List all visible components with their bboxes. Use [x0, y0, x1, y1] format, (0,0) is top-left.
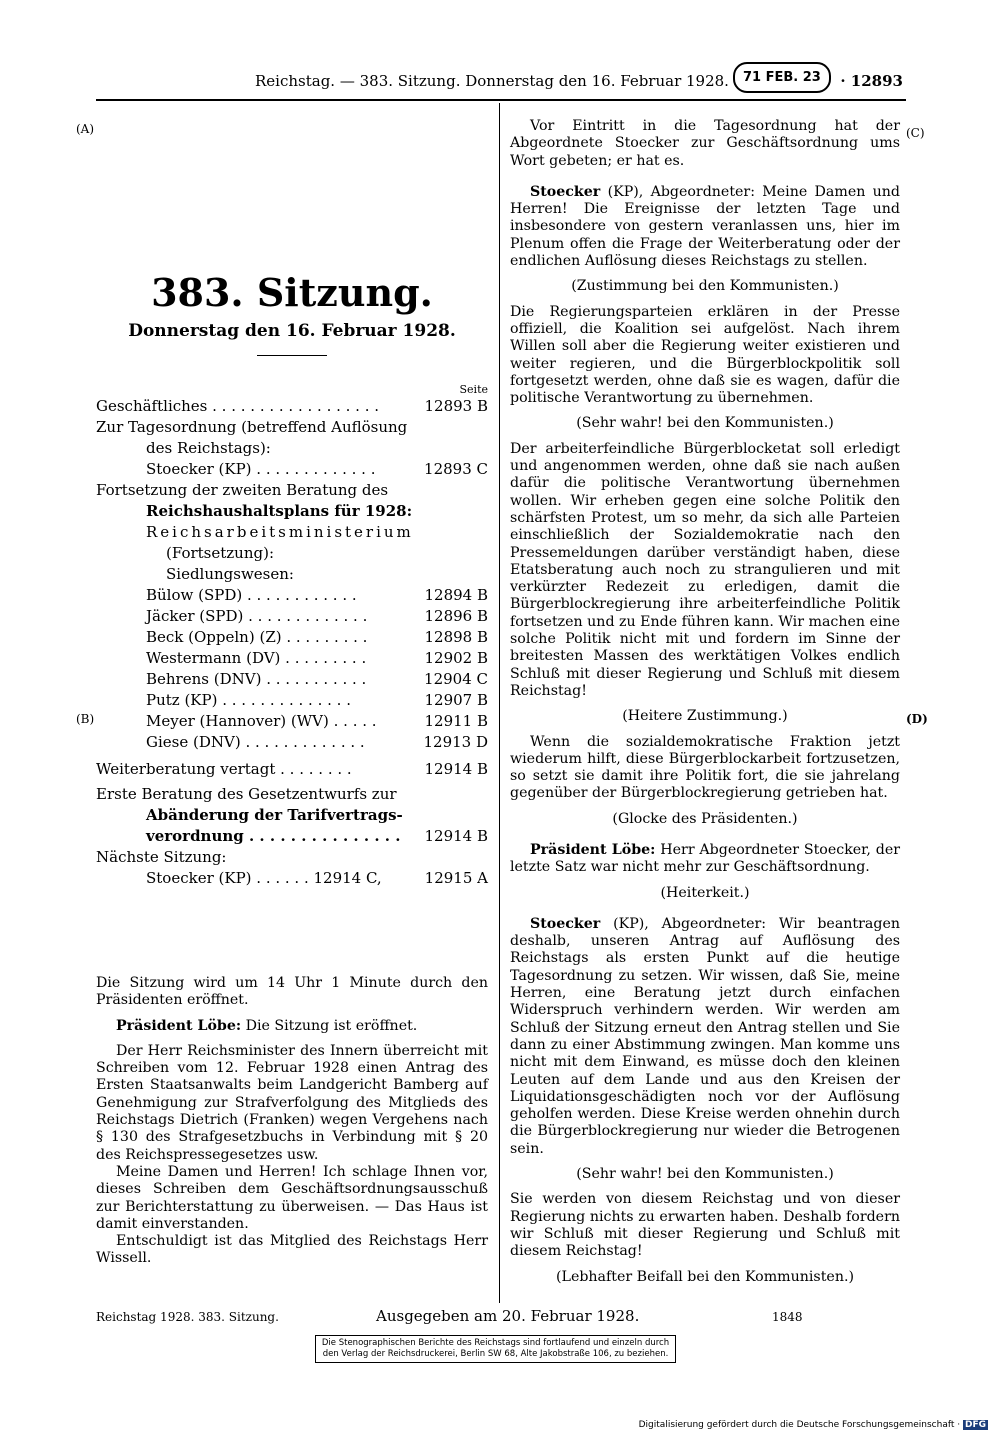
distribution-notice: Die Stenographischen Berichte des Reichstags sind fortlaufend und einzeln durch den Verlag der Reichsdruckerei, Berlin SW 68, Alte Jakobstraße 106, zu beziehen. [315, 1335, 676, 1363]
toc-row: Stoecker (KP) . . . . . . 12914 C, 12915 A [146, 869, 488, 887]
left-column-header [96, 270, 488, 356]
paragraph: Der Herr Reichsminister des Innern überreicht mit Schreiben vom 12. Februar 1928 einen Antrag des Ersten Staatsanwalts beim Landgericht Bamberg auf Genehmigung zur Strafverfolgung des Mitglieds des Reichstags Dietrich (Franken) wegen Vergehens nach § 130 des Strafgesetzbuchs in Verbindung mit § 20 des Reichspressegesetzes usw. [96, 1042, 488, 1163]
margin-c: (C) [906, 126, 925, 140]
seite-label: Seite [459, 383, 488, 396]
toc-row: Abänderung der Tarifvertrags- [146, 806, 403, 824]
paragraph: Der arbeiterfeindliche Bürgerblocketat soll erledigt und angenommen werden, ohne daß sie nach außen dafür die politische Verantwortung übernehmen wollen. Wir erheben gegen eine solche Politik den schärfsten Protest, um so mehr, da sich alle Parteien einschließlich der Sozialdemokratie nach den Pressemeldungen darüber verständigt haben, diese Etatsberatung auch noch zu strangulieren und mit verkürzter Redezeit zu erledigen, damit die Bürgerblockregierung ihre arbeiterfeindliche Politik fortsetzen und zu Ende führen kann. Wir machen eine solche Politik nicht mit und fordern im Sinne der breitesten Massen des werktätigen Volkes endlich Schluß mit dieser Regierung und Schluß mit diesem Reichstag! [510, 440, 901, 699]
margin-b: (B) [76, 712, 95, 726]
interjection: (Heitere Zustimmung.) [622, 708, 788, 725]
dfg-credit [639, 1420, 988, 1430]
toc-row: Giese (DNV) . . . . . . . . . . . . . 12913 D [146, 733, 488, 751]
column-divider [499, 103, 500, 1303]
interjection: (Heiterkeit.) [660, 884, 750, 901]
title-divider [257, 355, 327, 356]
paragraph: Stoecker (KP), Abgeordneter: Meine Damen und Herren! Die Ereignisse der letzten Tage und insbesondere von gestern veranlassen uns, hier im Plenum offen die Frage der Weiterberatung oder der endlichen Auflösung dieses Reichstags zu stellen. [510, 183, 901, 270]
footer-number: 1848 [772, 1310, 803, 1324]
toc-row: Reichshaushaltsplans für 1928: [146, 502, 413, 520]
toc-row: Westermann (DV) . . . . . . . . . 12902 B [146, 649, 488, 667]
toc-row: Bülow (SPD) . . . . . . . . . . . . 12894 B [146, 586, 488, 604]
margin-a: (A) [76, 122, 95, 136]
paragraph: Präsident Löbe: Die Sitzung ist eröffnet. [116, 1017, 418, 1034]
toc-row: verordnung . . . . . . . . . . . . . . . 12914 B [146, 827, 488, 845]
toc-row: Siedlungswesen: [166, 565, 294, 583]
page-number: · 12893 [840, 72, 903, 90]
paragraph: Die Sitzung wird um 14 Uhr 1 Minute durch den Präsidenten eröffnet. [96, 975, 488, 1009]
header-rule [96, 99, 906, 101]
interjection: (Sehr wahr! bei den Kommunisten.) [576, 415, 834, 432]
toc-row: Reichsarbeitsministerium [146, 523, 414, 541]
table-of-contents [96, 384, 488, 889]
dfg-logo: DFG [964, 1420, 986, 1430]
toc-row: Meyer (Hannover) (WV) . . . . . 12911 B [146, 712, 488, 730]
toc-row: Behrens (DNV) . . . . . . . . . . . 12904 C [146, 670, 488, 688]
footer-center: Ausgegeben am 20. Februar 1928. [376, 1307, 640, 1325]
toc-row: Jäcker (SPD) . . . . . . . . . . . . . 12896 B [146, 607, 488, 625]
header-text: Reichstag. — 383. Sitzung. Donnerstag den 16. Februar 1928. [255, 72, 729, 90]
right-body [510, 118, 900, 1286]
paragraph: Entschuldigt ist das Mitglied des Reichstags Herr Wissell. [96, 1233, 488, 1267]
session-date: Donnerstag den 16. Februar 1928. [128, 321, 456, 341]
toc-row: (Fortsetzung): [166, 544, 275, 562]
paragraph: Die Regierungsparteien erklären in der Presse offiziell, die Koalition sei aufgelöst. Nach ihrem Willen soll aber die Regierung weiter existieren und weiter regieren, und die Bürgerblockpolitik soll fortgesetzt werden, ohne daß sie es wagen, dafür die politische Verantwortung zu übernehmen. [510, 303, 900, 407]
margin-d: (D) [906, 712, 928, 726]
date-stamp: 71 FEB. 23 [733, 62, 831, 93]
interjection: (Sehr wahr! bei den Kommunisten.) [576, 1166, 834, 1183]
toc-row: Zur Tagesordnung (betreffend Auflösung [96, 418, 408, 436]
toc-row: Fortsetzung der zweiten Beratung des [96, 481, 389, 499]
interjection: (Glocke des Präsidenten.) [612, 810, 798, 827]
session-title: 383. Sitzung. [151, 270, 433, 315]
running-header [255, 72, 903, 90]
toc-row: Erste Beratung des Gesetzentwurfs zur [96, 785, 397, 803]
paragraph: Sie werden von diesem Reichstag und von dieser Regierung nichts zu erwarten haben. Deshalb fordern wir Schluß mit dieser Regierung und Schluß mit diesem Reichstag! [510, 1191, 900, 1260]
toc-row: Geschäftliches . . . . . . . . . . . . . . . . . . 12893 B [96, 397, 488, 415]
toc-row: Beck (Oppeln) (Z) . . . . . . . . . 12898 B [146, 628, 488, 646]
footer-left: Reichstag 1928. 383. Sitzung. [96, 1310, 279, 1324]
dfg-credit-text: Digitalisierung gefördert durch die Deutsche Forschungsgemeinschaft · [638, 1420, 961, 1430]
paragraph: Wenn die sozialdemokratische Fraktion jetzt wiederum hilft, diese Bürgerblockarbeit fortzusetzen, so setzt sie damit ihre Politik fort, die sie jahrelang gegenüber der Bürgerblockregierung getrieben hat. [510, 733, 900, 802]
toc-row: Stoecker (KP) . . . . . . . . . . . . . 12893 C [146, 460, 488, 478]
paragraph: Stoecker (KP), Abgeordneter: Wir beantragen deshalb, unseren Antrag auf Auflösung des Reichstags als ersten Punkt auf die heutige Tagesordnung zu setzen. Wir wissen, daß Sie, meine Herren, eine Beratung jetzt durch einfachen Widerspruch verhindern werden. Wir werden am Schluß der Sitzung erneut den Antrag stellen und Sie dann zu einer Abstimmung zwingen. Man komme uns nicht mit dem Einwand, es müsse doch den kleinen Leuten auf dem Lande und aus den Kreisen der Liquidationsgeschädigten noch vor der Auflösung geholfen werden. Diese Kreise werden ohnehin durch die Bürgerblockregierung nur wieder die Betrogenen sein. [510, 915, 900, 1157]
interjection: (Lebhafter Beifall bei den Kommunisten.) [555, 1268, 854, 1285]
paragraph: Vor Eintritt in die Tagesordnung hat der Abgeordnete Stoecker zur Geschäftsordnung ums Wort gebeten; er hat es. [510, 118, 900, 169]
toc-row: Putz (KP) . . . . . . . . . . . . . . 12907 B [146, 691, 488, 709]
toc-row: Nächste Sitzung: [96, 848, 227, 866]
paragraph: Präsident Löbe: Herr Abgeordneter Stoecker, der letzte Satz war nicht mehr zur Geschäftsordnung. [510, 841, 901, 876]
paragraph: Meine Damen und Herren! Ich schlage Ihnen vor, dieses Schreiben dem Geschäftsordnungsausschuß zur Berichterstattung zu überweisen. — Das Haus ist damit einverstanden. [96, 1163, 488, 1232]
toc-row: des Reichstags): [146, 439, 271, 457]
toc-row: Weiterberatung vertagt . . . . . . . . 12914 B [96, 760, 488, 778]
left-body [96, 975, 488, 1268]
interjection: (Zustimmung bei den Kommunisten.) [571, 278, 839, 295]
